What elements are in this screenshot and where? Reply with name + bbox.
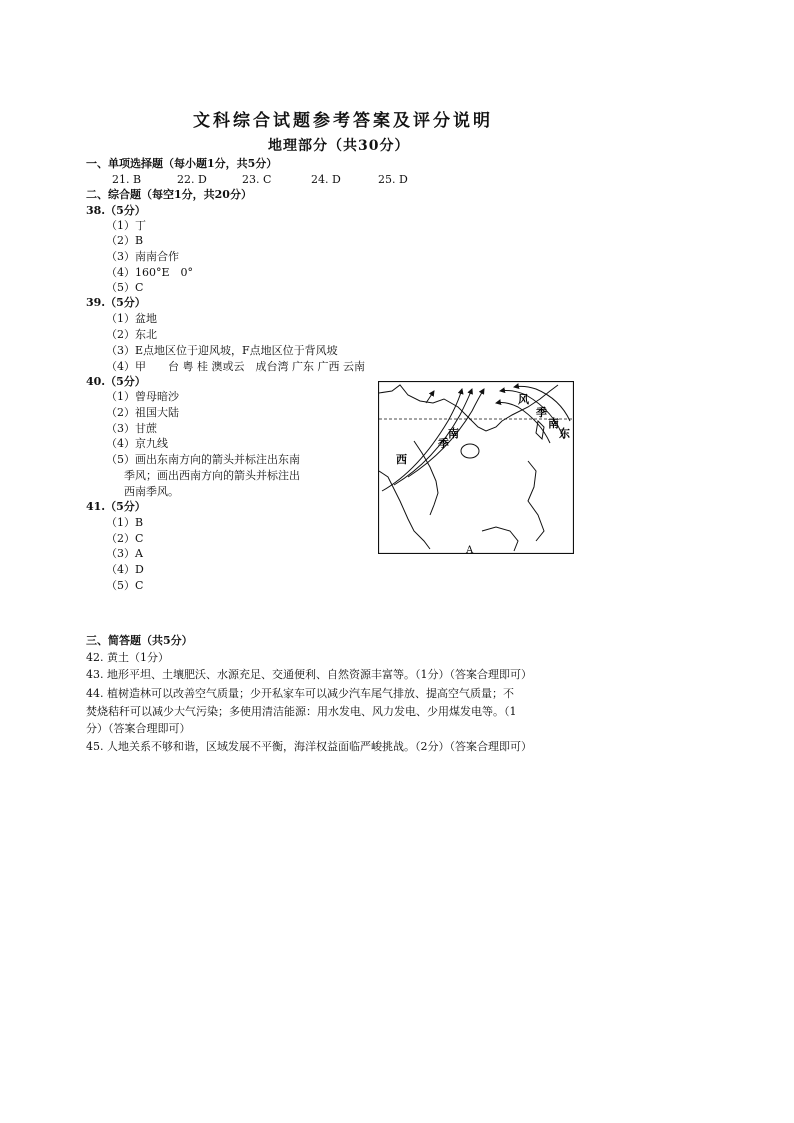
map-label-ji-west: 季 — [438, 437, 449, 450]
q38-title: 38.（5分） — [86, 204, 146, 217]
page-title: 文科综合试题参考答案及评分说明 — [193, 111, 493, 131]
map-label-nan-west: 南 — [448, 427, 459, 440]
q43-answer: 43. 地形平坦、土壤肥沃、水源充足、交通便利、自然资源丰富等。（1分）（答案合理即可） — [86, 668, 532, 681]
q41-line: （5）C — [106, 579, 144, 592]
q38-line: （5）C — [106, 281, 144, 294]
page-subtitle: 地理部分（共30分） — [268, 138, 410, 154]
q40-line: 西南季风。 — [124, 485, 179, 498]
q40-line: （5）画出东南方向的箭头并标注出东南 — [106, 453, 300, 466]
answer-25: 25. D — [378, 173, 408, 186]
section2-heading: 二、综合题（每空1分，共20分） — [86, 188, 252, 201]
monsoon-map-drawing — [378, 381, 574, 554]
answer-23: 23. C — [242, 173, 272, 186]
q39-line: （3）E点地区位于迎风坡，F点地区位于背风坡 — [106, 344, 338, 357]
q40-title: 40.（5分） — [86, 375, 146, 388]
q40-line: 季风；画出西南方向的箭头并标注出 — [124, 469, 300, 482]
answer-24: 24. D — [311, 173, 341, 186]
q41-title: 41.（5分） — [86, 500, 146, 513]
answer-22: 22. D — [177, 173, 207, 186]
q40-line: （1）曾母暗沙 — [106, 390, 179, 403]
q39-line: （1）盆地 — [106, 312, 157, 325]
q38-line: （4）160°E 0° — [106, 266, 194, 279]
section3-heading: 三、简答题（共5分） — [86, 634, 193, 647]
q39-title: 39.（5分） — [86, 296, 146, 309]
map-label-dong: 东 — [559, 427, 570, 440]
q44-answer-cont: 焚烧秸秆可以减少大气污染；多使用清洁能源：用水发电、风力发电、少用煤发电等。（1 — [86, 705, 517, 718]
q42-answer: 42. 黄土（1分） — [86, 651, 169, 664]
q44-answer: 44. 植树造林可以改善空气质量；少开私家车可以减少汽车尾气排放、提高空气质量；不 — [86, 687, 514, 700]
q38-line: （3）南南合作 — [106, 250, 179, 263]
map-label-xi: 西 — [396, 453, 407, 466]
q38-line: （1）丁 — [106, 219, 146, 232]
map-label-a: A — [466, 545, 474, 554]
q39-line: （2）东北 — [106, 328, 157, 341]
q41-line: （1）B — [106, 516, 144, 529]
q41-line: （4）D — [106, 563, 144, 576]
map-label-ji: 季 — [536, 406, 547, 419]
q41-line: （3）A — [106, 547, 143, 560]
map-label-feng: 风 — [518, 393, 529, 406]
q41-line: （2）C — [106, 532, 144, 545]
section1-heading: 一、单项选择题（每小题1分，共5分） — [86, 157, 278, 170]
q38-line: （2）B — [106, 234, 144, 247]
map-label-nan-east: 南 — [548, 417, 559, 430]
q40-line: （4）京九线 — [106, 437, 168, 450]
q40-line: （2）祖国大陆 — [106, 406, 179, 419]
answer-21: 21. B — [112, 173, 142, 186]
q40-line: （3）甘蔗 — [106, 422, 157, 435]
monsoon-map — [378, 381, 574, 554]
q39-line: （4）甲 台 粤 桂 澳或云 成台湾 广东 广西 云南 — [106, 360, 365, 373]
q45-answer: 45. 人地关系不够和谐，区域发展不平衡，海洋权益面临严峻挑战。（2分）（答案合理即可） — [86, 740, 532, 753]
q44-answer-end: 分）（答案合理即可） — [86, 722, 191, 735]
